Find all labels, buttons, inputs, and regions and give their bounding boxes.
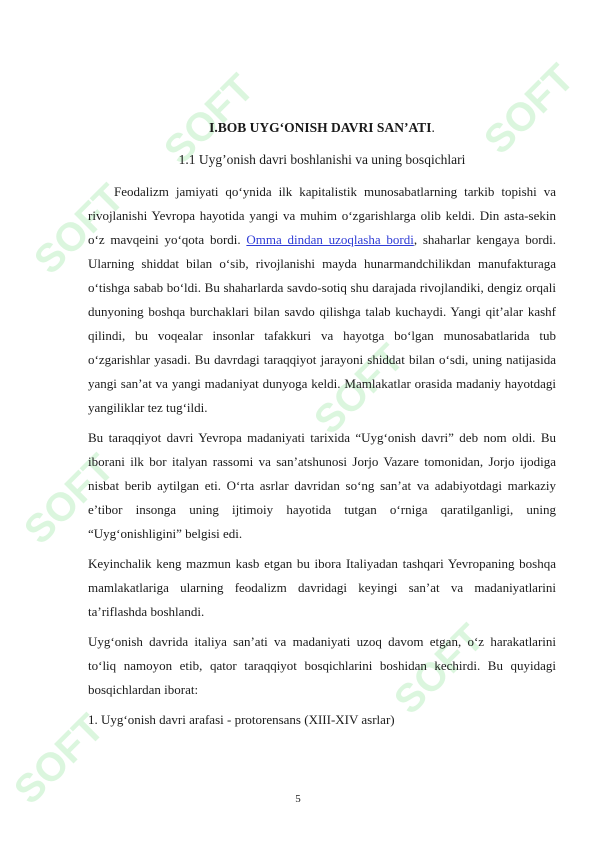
chapter-heading <box>88 120 556 136</box>
svg-text:SOFT: SOFT <box>156 66 263 173</box>
hyperlink-omma-dindan[interactable]: Omma dindan uzoqlasha bordi <box>246 232 414 247</box>
section-heading: 1.1 Uyg’onish davri boshlanishi va uning bosqichlari <box>178 152 466 167</box>
svg-text:SOFT: SOFT <box>6 706 113 813</box>
paragraph-1-text-start: Feodalizm jamiyati qo‘ynida ilk kapitalistik munosabatlarning tarkib topishi va rivojlanishi Yevropa hayotida yangi va muhim o‘zgarishlarga olib keldi. Din asta-sekin o‘z mavqeini yo‘qota bordi. <box>88 184 556 247</box>
chapter-heading-period: . <box>431 120 435 135</box>
paragraph-4: Uyg‘onish davrida italiya san’ati va madaniyati uzoq davom etgan, o‘z harakatlarini to‘liq namoyon etib, qator taraqqiyot bosqichlarini boshidan kechirdi. Bu quyidagi bosqichlardan iborat: <box>88 634 556 697</box>
page-number: 5 <box>295 793 301 805</box>
svg-text:SOFT: SOFT <box>386 616 493 723</box>
paragraph-2: Bu taraqqiyot davri Yevropa madaniyati tarixida “Uyg‘onish davri” deb nom oldi. Bu iborani ilk bor italyan rassomi va san’atshunosi Jorjo Vazare tomonidan, Jorjo ijodiga nisbat berib aytilgan eti. O‘rta asrlar davridan so‘ng san’at va adabiyotdagi markaziy e’tibor insonga uning ijtimoiy hayotida tutgan o‘rniga qaratilganligi, uning “Uyg‘onishligini” belgisi edi. <box>88 430 556 541</box>
svg-text:SOFT: SOFT <box>306 336 413 443</box>
list-item: 1. Uyg‘onish davri arafasi - protorensans (XIII-XIV asrlar) <box>88 712 395 727</box>
paragraph-3: Keyinchalik keng mazmun kasb etgan bu ibora Italiyadan tashqari Yevropaning boshqa mamlakatlariga ularning feodalizm davridagi keyingi san’at va madaniyatlarini ta’riflashda boshlandi. <box>88 556 556 619</box>
svg-text:SOFT: SOFT <box>476 56 583 163</box>
svg-text:SOFT: SOFT <box>26 176 133 283</box>
paragraph-1-text-end: , shaharlar kengaya bordi. Ularning shiddat bilan o‘sib, rivojlanishi mayda hunarmandchilikdan manufakturaga o‘tishga sabab bo‘ldi. Bu shaharlarda savdo-sotiq shu darajada rivojlandiki, dengiz orqali dunyoning boshqa burchaklari bilan savdo qilishga talab kuchaydi. Yangi qit’alar kashf qilindi, bu voqealar insonlar tafakkuri va hayotga bo‘lgan munosabatlarida tub o‘zgarishlar yasadi. Bu davrdagi taraqqiyot jarayoni shiddat bilan o‘sdi, uning natijasida yangi san’at va yangi madaniyat dunyoga keldi. Mamlakatlar orasida madaniy hayotdagi yangiliklar tez tug‘ildi. <box>88 232 556 415</box>
document-body <box>88 120 556 732</box>
paragraph-1 <box>88 180 556 420</box>
svg-text:SOFT: SOFT <box>16 446 123 553</box>
chapter-heading-text: I.BOB UYG‘ONISH DAVRI SAN’ATI <box>209 120 432 135</box>
